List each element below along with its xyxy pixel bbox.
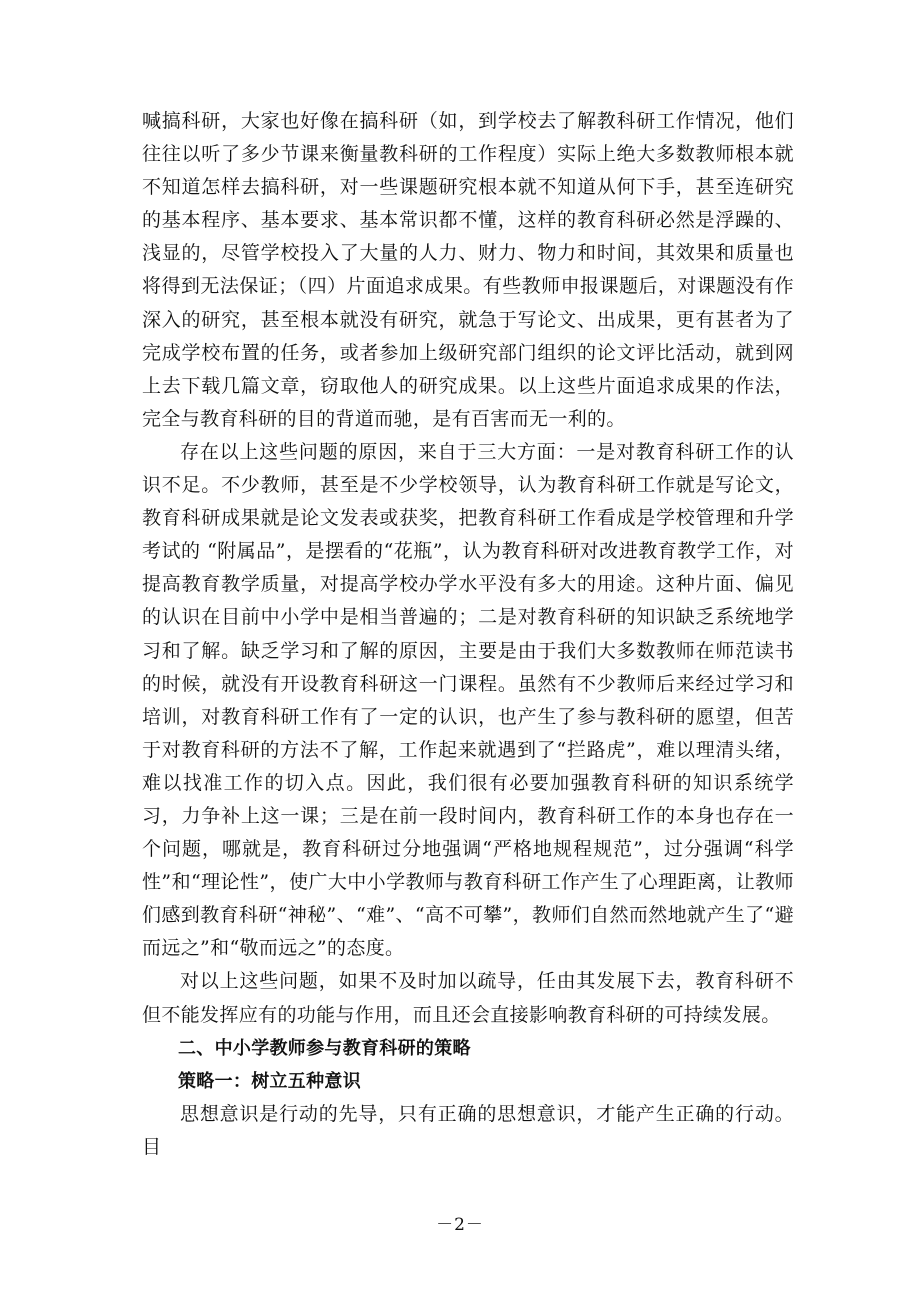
paragraph-strategy-intro: 思想意识是行动的先导，只有正确的思想意识，才能产生正确的行动。 目 <box>142 1102 794 1158</box>
document-body <box>142 105 794 1164</box>
page-number: －2－ <box>436 1215 484 1235</box>
paragraph-causes: 存在以上这些问题的原因，来自于三大方面：一是对教育科研工作的认识不足。不少教师，甚至是不少学校领导，认为教育科研工作就是写论文，教育科研成果就是论文发表或获奖，把教育科研工作看成是学校管理和升学考试的 “附属品”，是摆看的“花瓶”，认为教育科研对改进教育教学工作，对提高教育教学质量，对提高学校办学水平没有多大的用途。这种片面、偏见的认识在目前中小学中是相当普遍的；二是对教育科研的知识缺乏系统地学习和了解。缺乏学习和了解的原因，主要是由于我们大多数教师在师范读书的时候，就没有开设教育科研这一门课程。虽然有不少教师后来经过学习和培训，对教育科研工作有了一定的认识，也产生了参与教科研的愿望，但苦于对教育科研的方法不了解，工作起来就遇到了“拦路虎”，难以理清头绪，难以找准工作的切入点。因此，我们很有必要加强教育科研的知识系统学习，力争补上这一课；三是在前一段时间内，教育科研工作的本身也存在一个问题，哪就是，教育科研过分地强调“严格地规程规范”，过分强调“科学性”和“理论性”，使广大中小学教师与教育科研工作产生了心理距离，让教师们感到教育科研“神秘”、“难”、“高不可攀”，教师们自然而然地就产生了“避而远之”和“敬而远之”的态度。 <box>142 440 794 960</box>
paragraph-continuation: 喊搞科研，大家也好像在搞科研（如，到学校去了解教科研工作情况，他们往往以听了多少节课来衡量教科研的工作程度）实际上绝大多数教师根本就不知道怎样去搞科研，对一些课题研究根本就不知道从何下手，甚至连研究的基本程序、基本要求、基本常识都不懂，这样的教育科研必然是浮躁的、浅显的，尽管学校投入了大量的人力、财力、物力和时间，其效果和质量也将得到无法保证；（四）片面追求成果。有些教师申报课题后，对课题没有作深入的研究，甚至根本就没有研究，就急于写论文、出成果，更有甚者为了完成学校布置的任务，或者参加上级研究部门组织的论文评比活动，就到网上去下载几篇文章，窃取他人的研究成果。以上这些片面追求成果的作法，完全与教育科研的目的背道而驰，是有百害而无一利的。 <box>142 110 794 430</box>
section-heading: 二、中小学教师参与教育科研的策略 <box>178 1037 471 1059</box>
paragraph-conclusion: 对以上这些问题，如果不及时加以疏导，任由其发展下去，教育科研不但不能发挥应有的功能与作用，而且还会直接影响教育科研的可持续发展。 <box>142 970 794 1026</box>
subheading: 策略一：树立五种意识 <box>178 1070 361 1092</box>
